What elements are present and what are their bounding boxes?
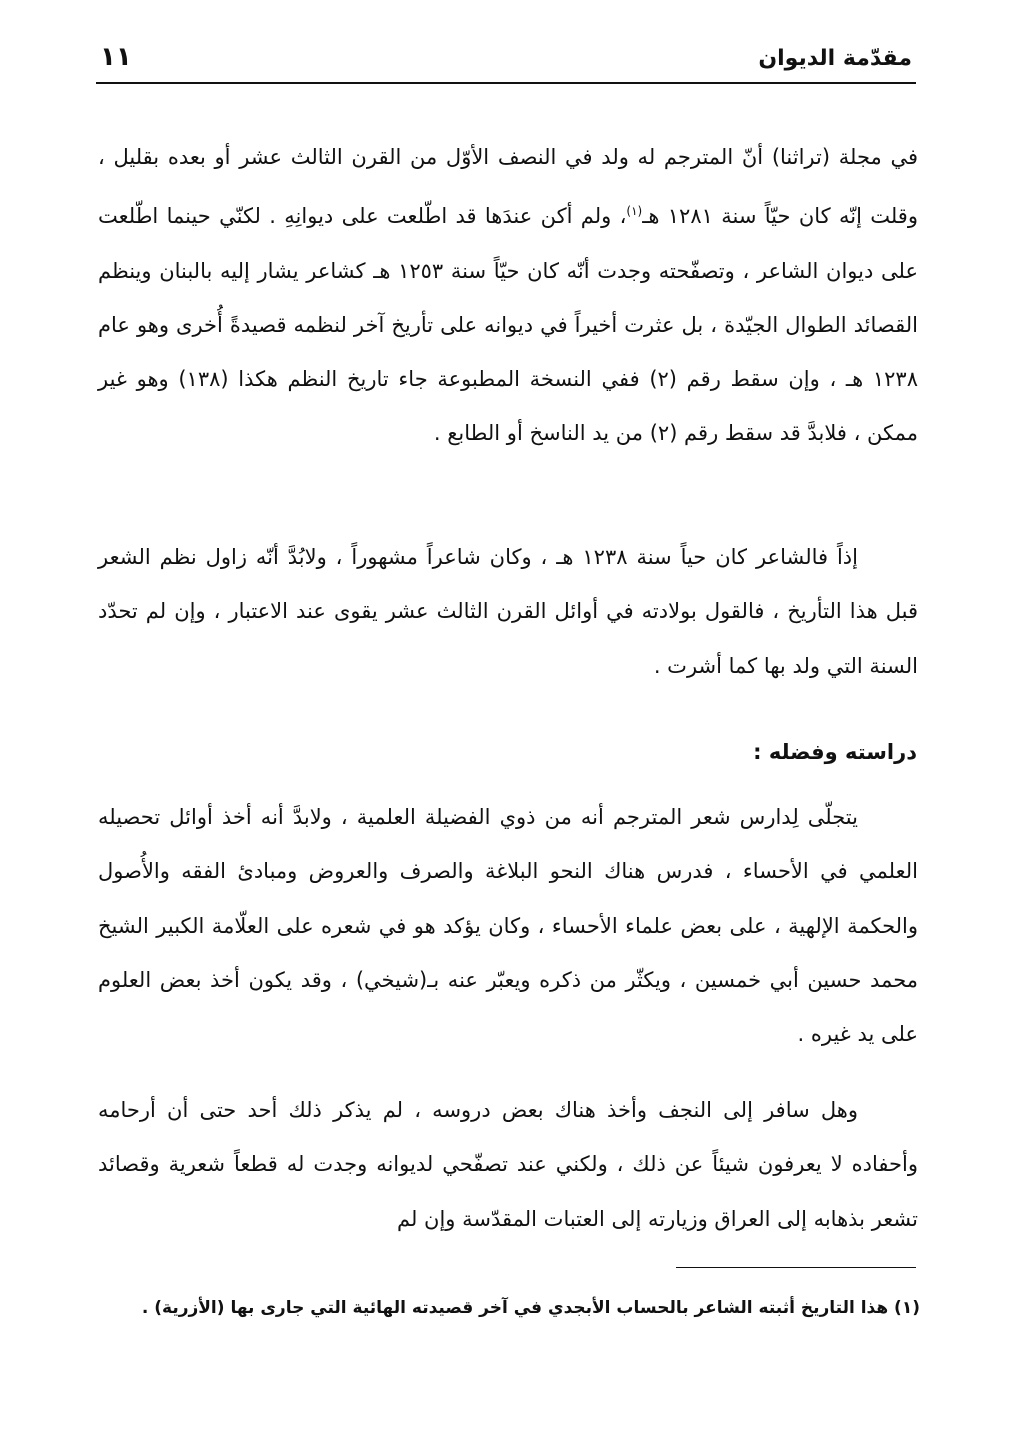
paragraph-3-text: يتجلّى لِدارس شعر المترجم أنه من ذوي الفضيلة العلمية ، ولابدَّ أنه أخذ أوائل تحصيله العلمي في الأحساء ، فدرس هناك النحو البلاغة والصرف والعروض ومبادئ الفقه والأُصول والحكمة الإلهية ، على بعض علماء الأحساء ، وكان يؤكد هو في شعره على العلّامة الكبير الشيخ محمد حسين أبي خمسين ، ويكثّر من ذكره ويعبّر عنه بـ(شيخي) ، وقد يكون أخذ بعض العلوم على يد غيره . <box>98 805 918 1047</box>
footnote-separator <box>676 1267 916 1268</box>
paragraph-4-text: وهل سافر إلى النجف وأخذ هناك بعض دروسه ، لم يذكر ذلك أحد حتى أن أرحامه وأحفاده لا يعرفون شيئاً عن ذلك ، ولكني عند تصفّحي لديوانه وجدت له قطعاً شعرية وقصائد تشعر بذهابه إلى العراق وزيارته إلى العتبات المقدّسة وإن لم <box>98 1098 918 1231</box>
paragraph-4 <box>98 1083 918 1246</box>
running-title: مقدّمة الديوان <box>758 46 912 71</box>
footnote <box>98 1290 920 1326</box>
footnote-marker: (١) <box>626 204 643 219</box>
paragraph-1-continuation: ، ولم أكن عندَها قد اطّلعت على ديوانِهِ . لكنّي حينما اطّلعت على ديوان الشاعر ، وتصفّحته وجدت أنّه كان حيّاً سنة ١٢٥٣ هـ كشاعر يشار إليه بالبنان وينظم القصائد الطوال الجيّدة ، بل عثرت أخيراً في ديوانه على تأريخ آخر لنظمه قصيدةً أُخرى وهو عام ١٢٣٨ هـ ، وإن سقط رقم (٢) ففي النسخة المطبوعة جاء تاريخ النظم هكذا (١٣٨) وهو غير ممكن ، فلابدَّ قد سقط رقم (٢) من يد الناسخ أو الطابع . <box>98 204 918 446</box>
paragraph-1 <box>98 130 918 461</box>
paragraph-1-text: في مجلة (تراثنا) أنّ المترجم له ولد في النصف الأوّل من القرن الثالث عشر أو بعده بقليل ، وقلت إنّه كان حيّاً سنة ١٢٨١ هـ <box>98 145 918 229</box>
section-heading: دراسته وفضله : <box>753 740 917 764</box>
paragraph-2 <box>98 530 918 693</box>
paragraph-2-text: إذاً فالشاعر كان حياً سنة ١٢٣٨ هـ ، وكان شاعراً مشهوراً ، ولابُدَّ أنّه زاول نظم الشعر قبل هذا التأريخ ، فالقول بولادته في أوائل القرن الثالث عشر يقوى عند الاعتبار ، وإن لم تحدّد السنة التي ولد بها كما أشرت . <box>98 545 918 678</box>
footnote-text: (١) هذا التاريخ أثبته الشاعر بالحساب الأبجدي في آخر قصيدته الهائية التي جارى بها (الأزرية) . <box>141 1298 920 1318</box>
running-header <box>96 40 916 84</box>
page-number: ١١ <box>100 42 132 72</box>
paragraph-3 <box>98 790 918 1061</box>
